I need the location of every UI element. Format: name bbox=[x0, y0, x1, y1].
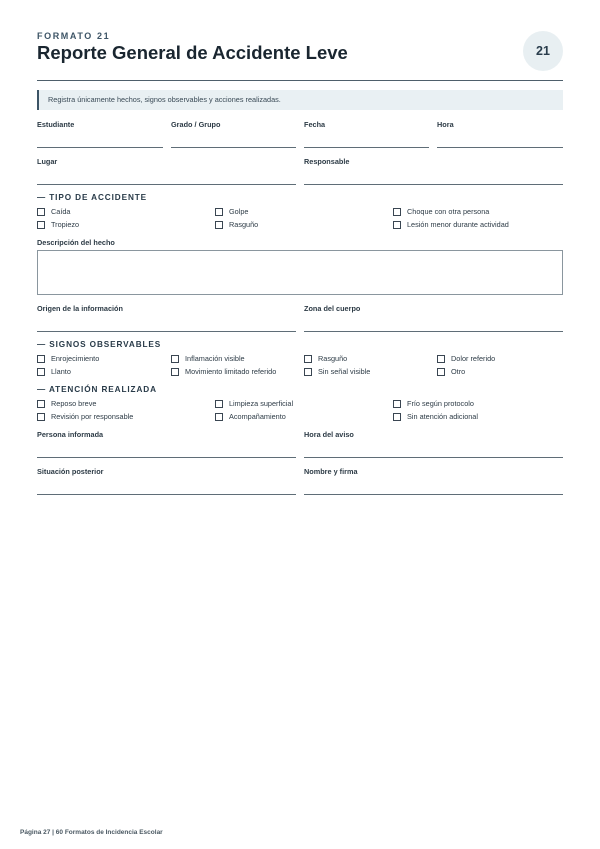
instruction-note bbox=[37, 90, 563, 110]
checkbox-box[interactable] bbox=[171, 368, 179, 376]
checkbox-reposo[interactable]: Reposo breve bbox=[37, 399, 96, 408]
checkbox-box[interactable] bbox=[37, 355, 45, 363]
checkbox-sin-atencion[interactable]: Sin atención adicional bbox=[393, 412, 478, 421]
persona-informada-field[interactable] bbox=[37, 457, 296, 458]
checkbox-acompanamiento[interactable]: Acompañamiento bbox=[215, 412, 286, 421]
checkbox-box[interactable] bbox=[437, 355, 445, 363]
descripcion-textarea[interactable] bbox=[37, 250, 563, 295]
checkbox-box[interactable] bbox=[37, 208, 45, 216]
label-responsable: Responsable bbox=[304, 157, 350, 166]
checkbox-sin-senal[interactable]: Sin señal visible bbox=[304, 367, 370, 376]
checkbox-box[interactable] bbox=[37, 400, 45, 408]
checkbox-box[interactable] bbox=[215, 400, 223, 408]
label-fecha: Fecha bbox=[304, 120, 326, 129]
hora-field[interactable] bbox=[437, 147, 563, 148]
checkbox-lesion-menor[interactable]: Lesión menor durante actividad bbox=[393, 220, 509, 229]
checkbox-box[interactable] bbox=[215, 208, 223, 216]
header-divider bbox=[37, 80, 563, 81]
label-situacion: Situación posterior bbox=[37, 467, 104, 476]
label-origen: Origen de la información bbox=[37, 304, 123, 313]
checkbox-box[interactable] bbox=[37, 368, 45, 376]
checkbox-otro[interactable]: Otro bbox=[437, 367, 465, 376]
checkbox-box[interactable] bbox=[393, 413, 401, 421]
checkbox-inflamacion[interactable]: Inflamación visible bbox=[171, 354, 245, 363]
responsable-field[interactable] bbox=[304, 184, 563, 185]
label-descripcion: Descripción del hecho bbox=[37, 238, 115, 247]
label-persona-informada: Persona informada bbox=[37, 430, 104, 439]
checkbox-box[interactable] bbox=[215, 221, 223, 229]
label-zona: Zona del cuerpo bbox=[304, 304, 361, 313]
checkbox-caida[interactable]: Caída bbox=[37, 207, 70, 216]
checkbox-rasguno[interactable]: Rasguño bbox=[215, 220, 258, 229]
label-hora: Hora bbox=[437, 120, 454, 129]
lugar-field[interactable] bbox=[37, 184, 296, 185]
checkbox-box[interactable] bbox=[37, 413, 45, 421]
checkbox-revision[interactable]: Revisión por responsable bbox=[37, 412, 133, 421]
format-badge: 21 bbox=[523, 31, 563, 71]
origen-field[interactable] bbox=[37, 331, 296, 332]
grado-field[interactable] bbox=[171, 147, 296, 148]
label-lugar: Lugar bbox=[37, 157, 58, 166]
checkbox-box[interactable] bbox=[37, 221, 45, 229]
checkbox-dolor[interactable]: Dolor referido bbox=[437, 354, 495, 363]
label-hora-aviso: Hora del aviso bbox=[304, 430, 354, 439]
estudiante-field[interactable] bbox=[37, 147, 163, 148]
checkbox-box[interactable] bbox=[215, 413, 223, 421]
instruction-note-text: Registra únicamente hechos, signos observables y acciones realizadas. bbox=[48, 95, 281, 104]
checkbox-golpe[interactable]: Golpe bbox=[215, 207, 248, 216]
fecha-field[interactable] bbox=[304, 147, 429, 148]
label-grado: Grado / Grupo bbox=[171, 120, 221, 129]
checkbox-box[interactable] bbox=[393, 208, 401, 216]
nombre-firma-field[interactable] bbox=[304, 494, 563, 495]
checkbox-limpieza[interactable]: Limpieza superficial bbox=[215, 399, 293, 408]
label-estudiante: Estudiante bbox=[37, 120, 75, 129]
checkbox-box[interactable] bbox=[304, 355, 312, 363]
checkbox-choque[interactable]: Choque con otra persona bbox=[393, 207, 489, 216]
checkbox-movimiento-limitado[interactable]: Movimiento limitado referido bbox=[171, 367, 276, 376]
checkbox-enrojecimiento[interactable]: Enrojecimiento bbox=[37, 354, 99, 363]
checkbox-llanto[interactable]: Llanto bbox=[37, 367, 71, 376]
checkbox-box[interactable] bbox=[393, 400, 401, 408]
checkbox-frio[interactable]: Frío según protocolo bbox=[393, 399, 474, 408]
hora-aviso-field[interactable] bbox=[304, 457, 563, 458]
section-signos-observables: — SIGNOS OBSERVABLES bbox=[37, 340, 162, 349]
checkbox-box[interactable] bbox=[437, 368, 445, 376]
page-footer: Página 27 | 60 Formatos de Incidencia Escolar bbox=[20, 829, 163, 836]
checkbox-tropiezo[interactable]: Tropiezo bbox=[37, 220, 79, 229]
section-tipo-accidente: — TIPO DE ACCIDENTE bbox=[37, 193, 148, 202]
zona-field[interactable] bbox=[304, 331, 563, 332]
checkbox-box[interactable] bbox=[393, 221, 401, 229]
checkbox-box[interactable] bbox=[171, 355, 179, 363]
section-atencion-realizada: — ATENCIÓN REALIZADA bbox=[37, 385, 157, 394]
format-number: FORMATO 21 bbox=[37, 31, 111, 41]
label-nombre-firma: Nombre y firma bbox=[304, 467, 358, 476]
page-title: Reporte General de Accidente Leve bbox=[37, 42, 348, 63]
checkbox-box[interactable] bbox=[304, 368, 312, 376]
situacion-field[interactable] bbox=[37, 494, 296, 495]
checkbox-rasguno-signo[interactable]: Rasguño bbox=[304, 354, 347, 363]
